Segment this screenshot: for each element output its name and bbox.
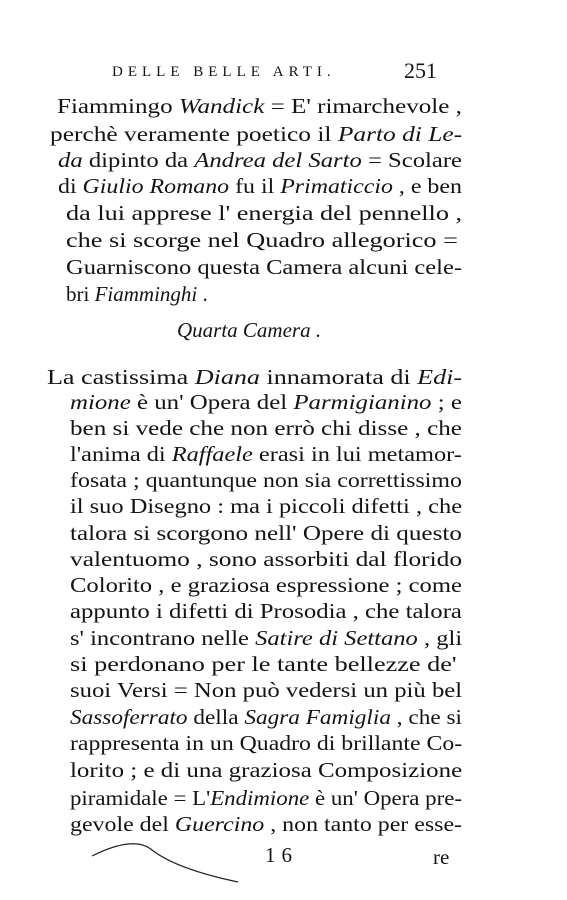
text-run: si perdonano per le tante bellezze de' bbox=[70, 652, 457, 676]
paragraph2-line bbox=[70, 416, 462, 440]
text-run: innamorata di bbox=[259, 365, 418, 389]
text-run: s' incontrano nelle bbox=[70, 626, 256, 650]
text-run: appunto i difetti di Prosodia , che talora bbox=[70, 599, 462, 623]
paragraph1-line bbox=[58, 148, 462, 172]
text-run: piramidale = L' bbox=[70, 786, 211, 810]
italic-name: mione bbox=[70, 390, 131, 414]
paragraph2-line bbox=[70, 678, 462, 702]
text-run: rappresenta in un Quadro di brillante Co- bbox=[70, 731, 463, 755]
paragraph2-line bbox=[70, 652, 457, 676]
paragraph2-line bbox=[70, 442, 462, 466]
paragraph2-line bbox=[70, 494, 462, 518]
paragraph2-line bbox=[70, 758, 462, 782]
italic-name: Parto di Le- bbox=[337, 122, 463, 146]
text-run: che si scorge nel Quadro allegorico = bbox=[66, 228, 458, 252]
text-run: il suo Disegno : ma i piccoli difetti , che bbox=[70, 494, 463, 518]
catchword: re bbox=[433, 845, 450, 869]
text-run: , che si bbox=[390, 705, 462, 729]
paragraph1-line bbox=[58, 174, 462, 198]
paragraph1-line bbox=[66, 228, 458, 252]
paragraph2-line bbox=[70, 626, 462, 650]
text-run: La castissima bbox=[47, 365, 195, 389]
ink-stroke-mark bbox=[90, 838, 240, 888]
paragraph2-line bbox=[70, 573, 462, 597]
italic-name: Diana bbox=[194, 365, 260, 389]
signature-mark: 16 bbox=[265, 843, 298, 867]
paragraph1-line bbox=[66, 282, 208, 306]
italic-name: Primaticcio bbox=[280, 174, 393, 198]
text-run: ben si vede che non errò chi disse , che bbox=[70, 416, 462, 440]
text-run: di bbox=[58, 174, 83, 198]
paragraph1-line bbox=[57, 94, 462, 118]
italic-name: Sassoferrato bbox=[70, 705, 188, 729]
text-run: Colorito , e graziosa espressione ; come bbox=[70, 573, 462, 597]
text-run: è un' Opera pre- bbox=[309, 786, 462, 810]
text-run: , non tanto per esse- bbox=[264, 812, 463, 836]
text-run: da lui apprese l' energia del pennello , bbox=[66, 201, 463, 225]
text-run: fosata ; quantunque non sia correttissimo bbox=[70, 468, 462, 492]
text-run: della bbox=[187, 705, 245, 729]
text-run: = E' rimarchevole , bbox=[264, 94, 462, 118]
italic-name: Guercino bbox=[174, 812, 265, 836]
italic-name: Wandick bbox=[178, 94, 265, 118]
italic-name: Edi- bbox=[417, 365, 463, 389]
italic-name: Endimione bbox=[210, 786, 310, 810]
paragraph1-line bbox=[66, 255, 462, 279]
italic-name: Fiamminghi bbox=[94, 282, 198, 306]
italic-name: Andrea del Sarto bbox=[194, 148, 362, 172]
text-run: , gli bbox=[417, 626, 463, 650]
paragraph2-line bbox=[70, 468, 462, 492]
text-run: fu il bbox=[229, 174, 281, 198]
text-run: ; e bbox=[431, 390, 462, 414]
italic-name: Raffaele bbox=[171, 442, 253, 466]
paragraph2-line bbox=[70, 521, 462, 545]
text-run: dipinto da bbox=[82, 148, 195, 172]
text-run: erasi in lui metamor- bbox=[252, 442, 462, 466]
text-run: è un' Opera del bbox=[130, 390, 294, 414]
paragraph1-line bbox=[50, 122, 462, 146]
text-run: bri bbox=[66, 282, 95, 306]
text-run: Guarniscono questa Camera alcuni cele- bbox=[66, 255, 463, 279]
text-run: suoi Versi = Non può vedersi un più bel bbox=[70, 678, 463, 702]
text-run: Fiammingo bbox=[57, 94, 179, 118]
paragraph2-line bbox=[70, 812, 462, 836]
text-run: gevole del bbox=[70, 812, 175, 836]
italic-name: Parmigianino bbox=[293, 390, 432, 414]
text-run: = Scolare bbox=[361, 148, 462, 172]
text-run: talora si scorgono nell' Opere di questo bbox=[70, 521, 462, 545]
running-head: DELLE BELLE ARTI. bbox=[112, 64, 336, 80]
paragraph2-line bbox=[70, 731, 462, 755]
italic-name: Sagra Famiglia bbox=[244, 705, 391, 729]
text-run: perchè veramente poetico il bbox=[50, 122, 338, 146]
text-run: l'anima di bbox=[70, 442, 172, 466]
italic-name: da bbox=[58, 148, 83, 172]
italic-name: Satire di Settano bbox=[255, 626, 418, 650]
text-run: valentuomo , sono assorbiti dal florido bbox=[70, 547, 463, 571]
text-run: lorito ; e di una graziosa Composizione bbox=[70, 758, 463, 782]
text-run: , e ben bbox=[392, 174, 462, 198]
page-number: 251 bbox=[404, 58, 437, 83]
paragraph2-line bbox=[47, 365, 462, 389]
paragraph2-line bbox=[70, 599, 462, 623]
text-run: . bbox=[197, 282, 208, 306]
paragraph2-line bbox=[70, 547, 462, 571]
paragraph2-line bbox=[70, 705, 462, 729]
italic-name: Giulio Romano bbox=[82, 174, 230, 198]
paragraph1-line bbox=[66, 201, 462, 225]
paragraph2-line bbox=[70, 390, 462, 414]
section-heading: Quarta Camera . bbox=[177, 318, 322, 342]
paragraph2-line bbox=[70, 786, 462, 810]
